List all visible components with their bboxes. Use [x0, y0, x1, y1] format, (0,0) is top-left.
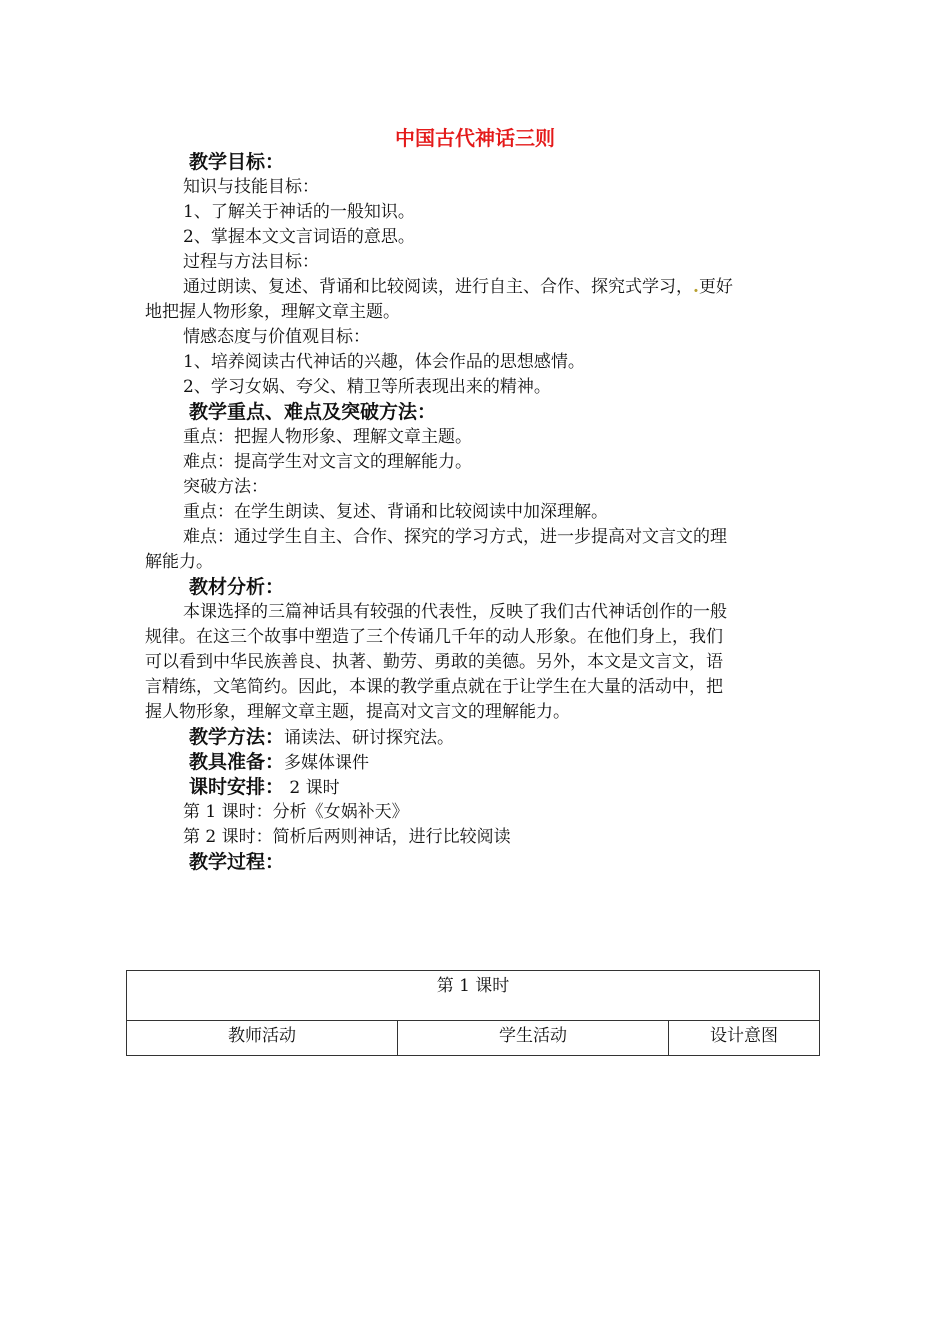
schedule-label: 课时安排： [189, 776, 285, 798]
knowledge-heading: 知识与技能目标： [183, 177, 319, 197]
method-heading: 突破方法： [183, 477, 268, 497]
process-line-1-text: 通过朗读、复述、背诵和比较阅读，进行自主、合作、探究式学习， [183, 277, 693, 297]
process-line-1 [183, 275, 733, 300]
tools-label: 教具准备： [189, 751, 285, 773]
column-teacher-activity: 教师活动 [127, 1021, 398, 1056]
analysis-line-4: 言精练，文笔简约。因此，本课的教学重点就在于让学生在大量的活动中，把 [145, 677, 723, 697]
schedule-value: 2 课时 [284, 778, 340, 798]
knowledge-item-2: 2、掌握本文文言词语的意思。 [183, 227, 415, 247]
process-line-2: 地把握人物形象，理解文章主题。 [145, 302, 400, 322]
emotion-item-1: 1、培养阅读古代神话的兴趣，体会作品的思想感情。 [183, 352, 585, 372]
method-difficult-line-1: 难点：通过学生自主、合作、探究的学习方式，进一步提高对文言文的理 [183, 527, 727, 547]
lesson-2-plan: 第 2 课时：简析后两则神话，进行比较阅读 [183, 827, 511, 847]
methods-label: 教学方法： [189, 726, 285, 748]
analysis-line-2: 规律。在这三个故事中塑造了三个传诵几千年的动人形象。在他们身上，我们 [145, 627, 723, 647]
process-heading: 过程与方法目标： [183, 252, 319, 272]
objectives-heading: 教学目标： [189, 151, 285, 173]
lesson-table [126, 970, 820, 1056]
knowledge-item-1: 1、了解关于神话的一般知识。 [183, 202, 415, 222]
key-points-heading: 教学重点、难点及突破方法： [189, 401, 437, 423]
key-point: 重点：把握人物形象、理解文章主题。 [183, 427, 472, 447]
process-line-1-end: 更好 [698, 277, 733, 297]
process-line-1-mark: . [693, 277, 699, 297]
lesson-1-plan: 第 1 课时：分析《女娲补天》 [183, 802, 409, 822]
table-header-cell: 第 1 课时 [127, 971, 820, 1021]
method-difficult-line-2: 解能力。 [145, 552, 213, 572]
emotion-item-2: 2、学习女娲、夸父、精卫等所表现出来的精神。 [183, 377, 551, 397]
column-student-activity: 学生活动 [398, 1021, 669, 1056]
schedule-line [189, 775, 340, 801]
document-title: 中国古代神话三则 [395, 126, 555, 150]
methods-value: 诵读法、研讨探究法。 [284, 728, 455, 748]
emotion-heading: 情感态度与价值观目标： [183, 327, 370, 347]
tools-value: 多媒体课件 [284, 753, 370, 773]
process-section-heading: 教学过程： [189, 851, 285, 873]
analysis-line-3: 可以看到中华民族善良、执著、勤劳、勇敢的美德。另外，本文是文言文，语 [145, 652, 723, 672]
column-design-intent: 设计意图 [669, 1021, 820, 1056]
analysis-line-1: 本课选择的三篇神话具有较强的代表性，反映了我们古代神话创作的一般 [183, 602, 727, 622]
difficult-point: 难点：提高学生对文言文的理解能力。 [183, 452, 472, 472]
methods-line [189, 725, 454, 751]
tools-line [189, 750, 369, 776]
method-key: 重点：在学生朗读、复述、背诵和比较阅读中加深理解。 [183, 502, 608, 522]
analysis-line-5: 握人物形象，理解文章主题，提高对文言文的理解能力。 [145, 702, 570, 722]
analysis-heading: 教材分析： [189, 576, 285, 598]
